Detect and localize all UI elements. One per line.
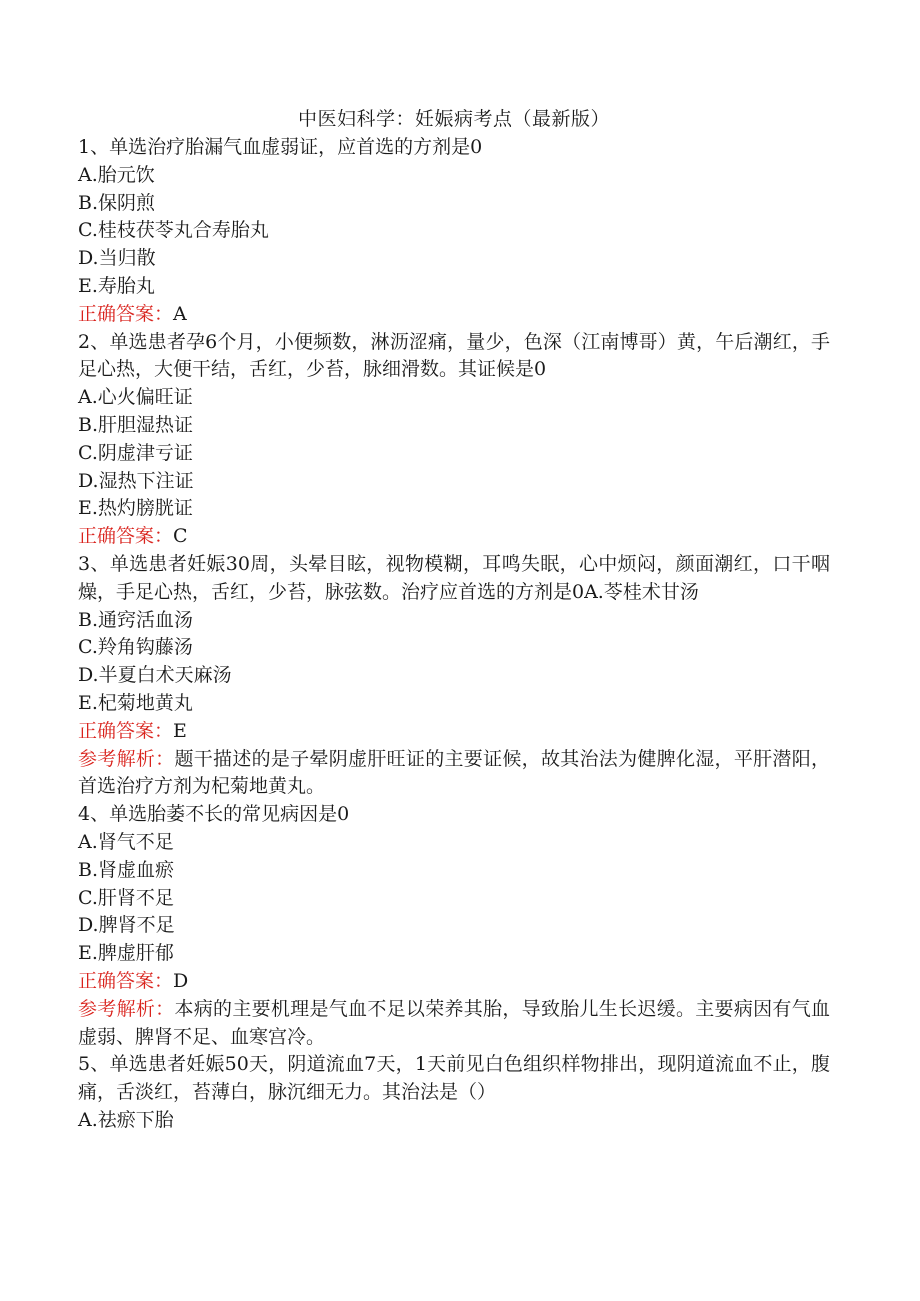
analysis-line <box>78 746 830 802</box>
option-b: B.通窍活血汤 <box>78 608 194 631</box>
analysis-label: 参考解析： <box>78 997 175 1020</box>
question-3 <box>78 551 830 801</box>
answer-line <box>78 718 830 746</box>
question-5 <box>78 1051 830 1134</box>
analysis-text: 本病的主要机理是气血不足以荣养其胎，导致胎儿生长迟缓。主要病因有气血虚弱、脾肾不足、血寒宫冷。 <box>78 997 830 1048</box>
question-stem: 2、单选患者孕6个月，小便频数，淋沥涩痛，量少，色深（江南博哥）黄，午后潮红，手足心热，大便干结，舌红，少苔，脉细滑数。其证候是0 <box>78 330 830 381</box>
option-c: C.桂枝茯苓丸合寿胎丸 <box>78 219 269 242</box>
option-e: E.脾虚肝郁 <box>78 942 174 965</box>
question-4 <box>78 801 830 1051</box>
option-d: D.当归散 <box>78 247 156 270</box>
option-b: B.保阴煎 <box>78 191 156 214</box>
option-e: E.杞菊地黄丸 <box>78 691 193 714</box>
option-b: B.肾虚血瘀 <box>78 858 175 881</box>
option-e: E.寿胎丸 <box>78 274 155 297</box>
option-a: A.祛瘀下胎 <box>78 1108 174 1131</box>
page-title: 中医妇科学：妊娠病考点（最新版） <box>297 108 610 130</box>
question-stem: 4、单选胎萎不长的常见病因是0 <box>78 803 350 826</box>
answer-line <box>78 523 830 551</box>
option-e: E.热灼膀胱证 <box>78 497 193 520</box>
question-1 <box>78 134 830 329</box>
question-stem: 5、单选患者妊娠50天，阴道流血7天，1天前见白色组织样物排出，现阴道流血不止，腹痛，舌淡红，苔薄白，脉沉细无力。其治法是（） <box>78 1053 830 1104</box>
analysis-line <box>78 996 830 1052</box>
option-d: D.脾肾不足 <box>78 914 175 937</box>
option-c: C.阴虚津亏证 <box>78 441 193 464</box>
option-b: B.肝胆湿热证 <box>78 413 194 436</box>
question-2 <box>78 329 830 551</box>
answer-label: 正确答案： <box>78 525 174 548</box>
answer-value: D <box>173 969 189 992</box>
option-d: D.湿热下注证 <box>78 469 194 492</box>
option-a: A.心火偏旺证 <box>78 386 193 409</box>
option-a: A.肾气不足 <box>78 830 174 853</box>
answer-label: 正确答案： <box>78 969 174 992</box>
option-a: A.胎元饮 <box>78 163 155 186</box>
analysis-label: 参考解析： <box>78 747 175 770</box>
answer-line <box>78 968 830 996</box>
option-d: D.半夏白术天麻汤 <box>78 664 232 687</box>
answer-line <box>78 301 830 329</box>
option-c: C.肝肾不足 <box>78 886 174 909</box>
option-c: C.羚角钩藤汤 <box>78 636 193 659</box>
answer-value: C <box>173 525 188 548</box>
answer-value: E <box>173 719 187 742</box>
answer-label: 正确答案： <box>78 302 174 325</box>
question-stem: 1、单选治疗胎漏气血虚弱证，应首选的方剂是0 <box>78 136 483 158</box>
answer-value: A <box>173 302 187 325</box>
answer-label: 正确答案： <box>78 719 174 742</box>
analysis-text: 题干描述的是子晕阴虚肝旺证的主要证候，故其治法为健脾化湿，平肝潜阳，首选治疗方剂为杞菊地黄丸。 <box>78 747 830 798</box>
document-page <box>78 104 830 1135</box>
question-stem: 3、单选患者妊娠30周，头晕目眩，视物模糊，耳鸣失眠，心中烦闷，颜面潮红，口干咽燥，手足心热，舌红，少苔，脉弦数。治疗应首选的方剂是0A.苓桂术甘汤 <box>78 552 830 603</box>
